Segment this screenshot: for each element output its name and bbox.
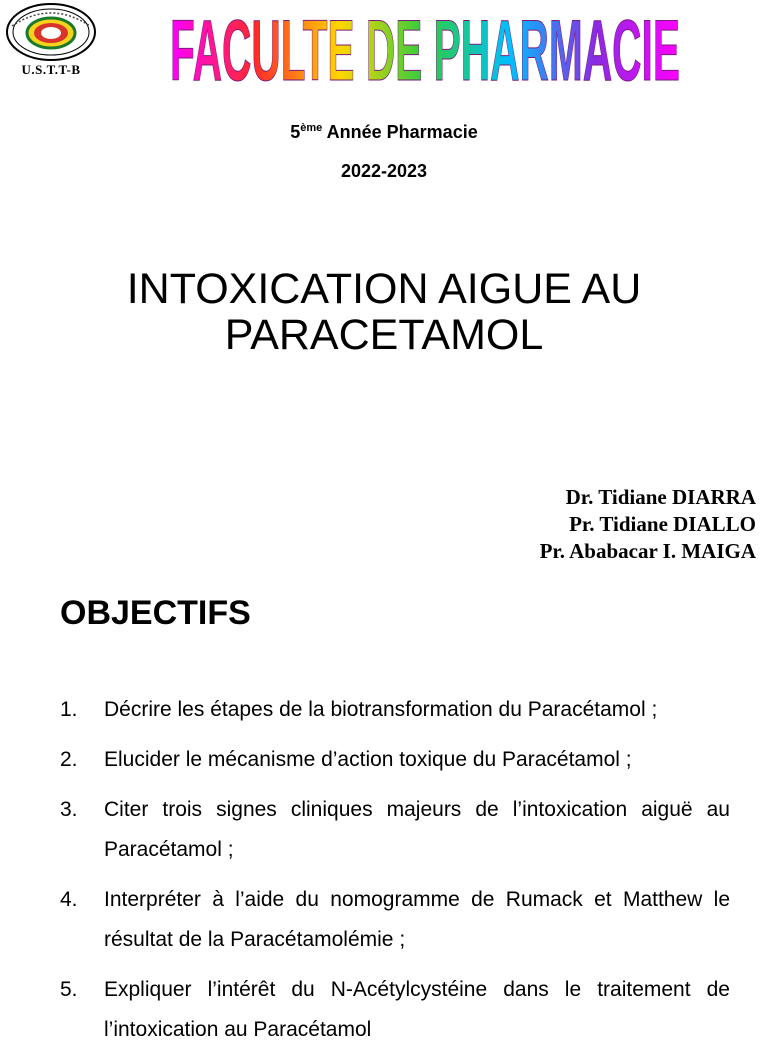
list-item-text: Interpréter à l’aide du nomogramme de Rumack et Matthew le résultat de la Paracétamolémie ; [104, 888, 730, 951]
list-item [60, 970, 730, 1050]
author: Dr. Tidiane DIARRA [565, 485, 756, 509]
list-item-text: Citer trois signes cliniques majeurs de l’intoxication aiguë au Paracétamol ; [104, 798, 730, 861]
logo-caption: U.S.T.T-B [21, 62, 81, 77]
list-item-text: Décrire les étapes de la biotransformation du Paracétamol ; [104, 698, 658, 721]
document-title-line-1: INTOXICATION AIGUE AU [126, 265, 642, 313]
list-item-number: 5. [60, 978, 78, 1001]
list-item [60, 690, 730, 730]
objectives-list [60, 690, 730, 1060]
author: Pr. Tidiane DIALLO [569, 512, 756, 536]
program-name: Année Pharmacie [322, 122, 478, 142]
document-title [0, 266, 768, 358]
program-year-number: 5 [290, 122, 301, 142]
list-item [60, 740, 730, 780]
academic-year: 2022-2023 [340, 161, 428, 181]
objectives-heading: OBJECTIFS [60, 594, 251, 632]
author: Pr. Ababacar I. MAIGA [539, 539, 756, 563]
banner-title: FACULTE DE PHARMACIE [170, 6, 680, 86]
faculty-banner [160, 6, 690, 86]
program-line [0, 122, 768, 143]
list-item-number: 2. [60, 748, 78, 771]
list-item [60, 790, 730, 870]
university-seal-icon [4, 2, 98, 64]
list-item-number: 4. [60, 888, 78, 911]
list-item [60, 880, 730, 960]
document-title-line-2: PARACETAMOL [224, 311, 544, 359]
list-item-text: Expliquer l’intérêt du N-Acétylcystéine dans le traitement de l’intoxication au Paracétamol [104, 978, 730, 1041]
list-item-text: Elucider le mécanisme d’action toxique du Paracétamol ; [104, 748, 632, 771]
list-item-number: 3. [60, 798, 78, 821]
university-logo [4, 2, 98, 78]
authors-list [540, 484, 756, 565]
program-year-suffix: ème [300, 122, 323, 134]
list-item-number: 1. [60, 698, 78, 721]
